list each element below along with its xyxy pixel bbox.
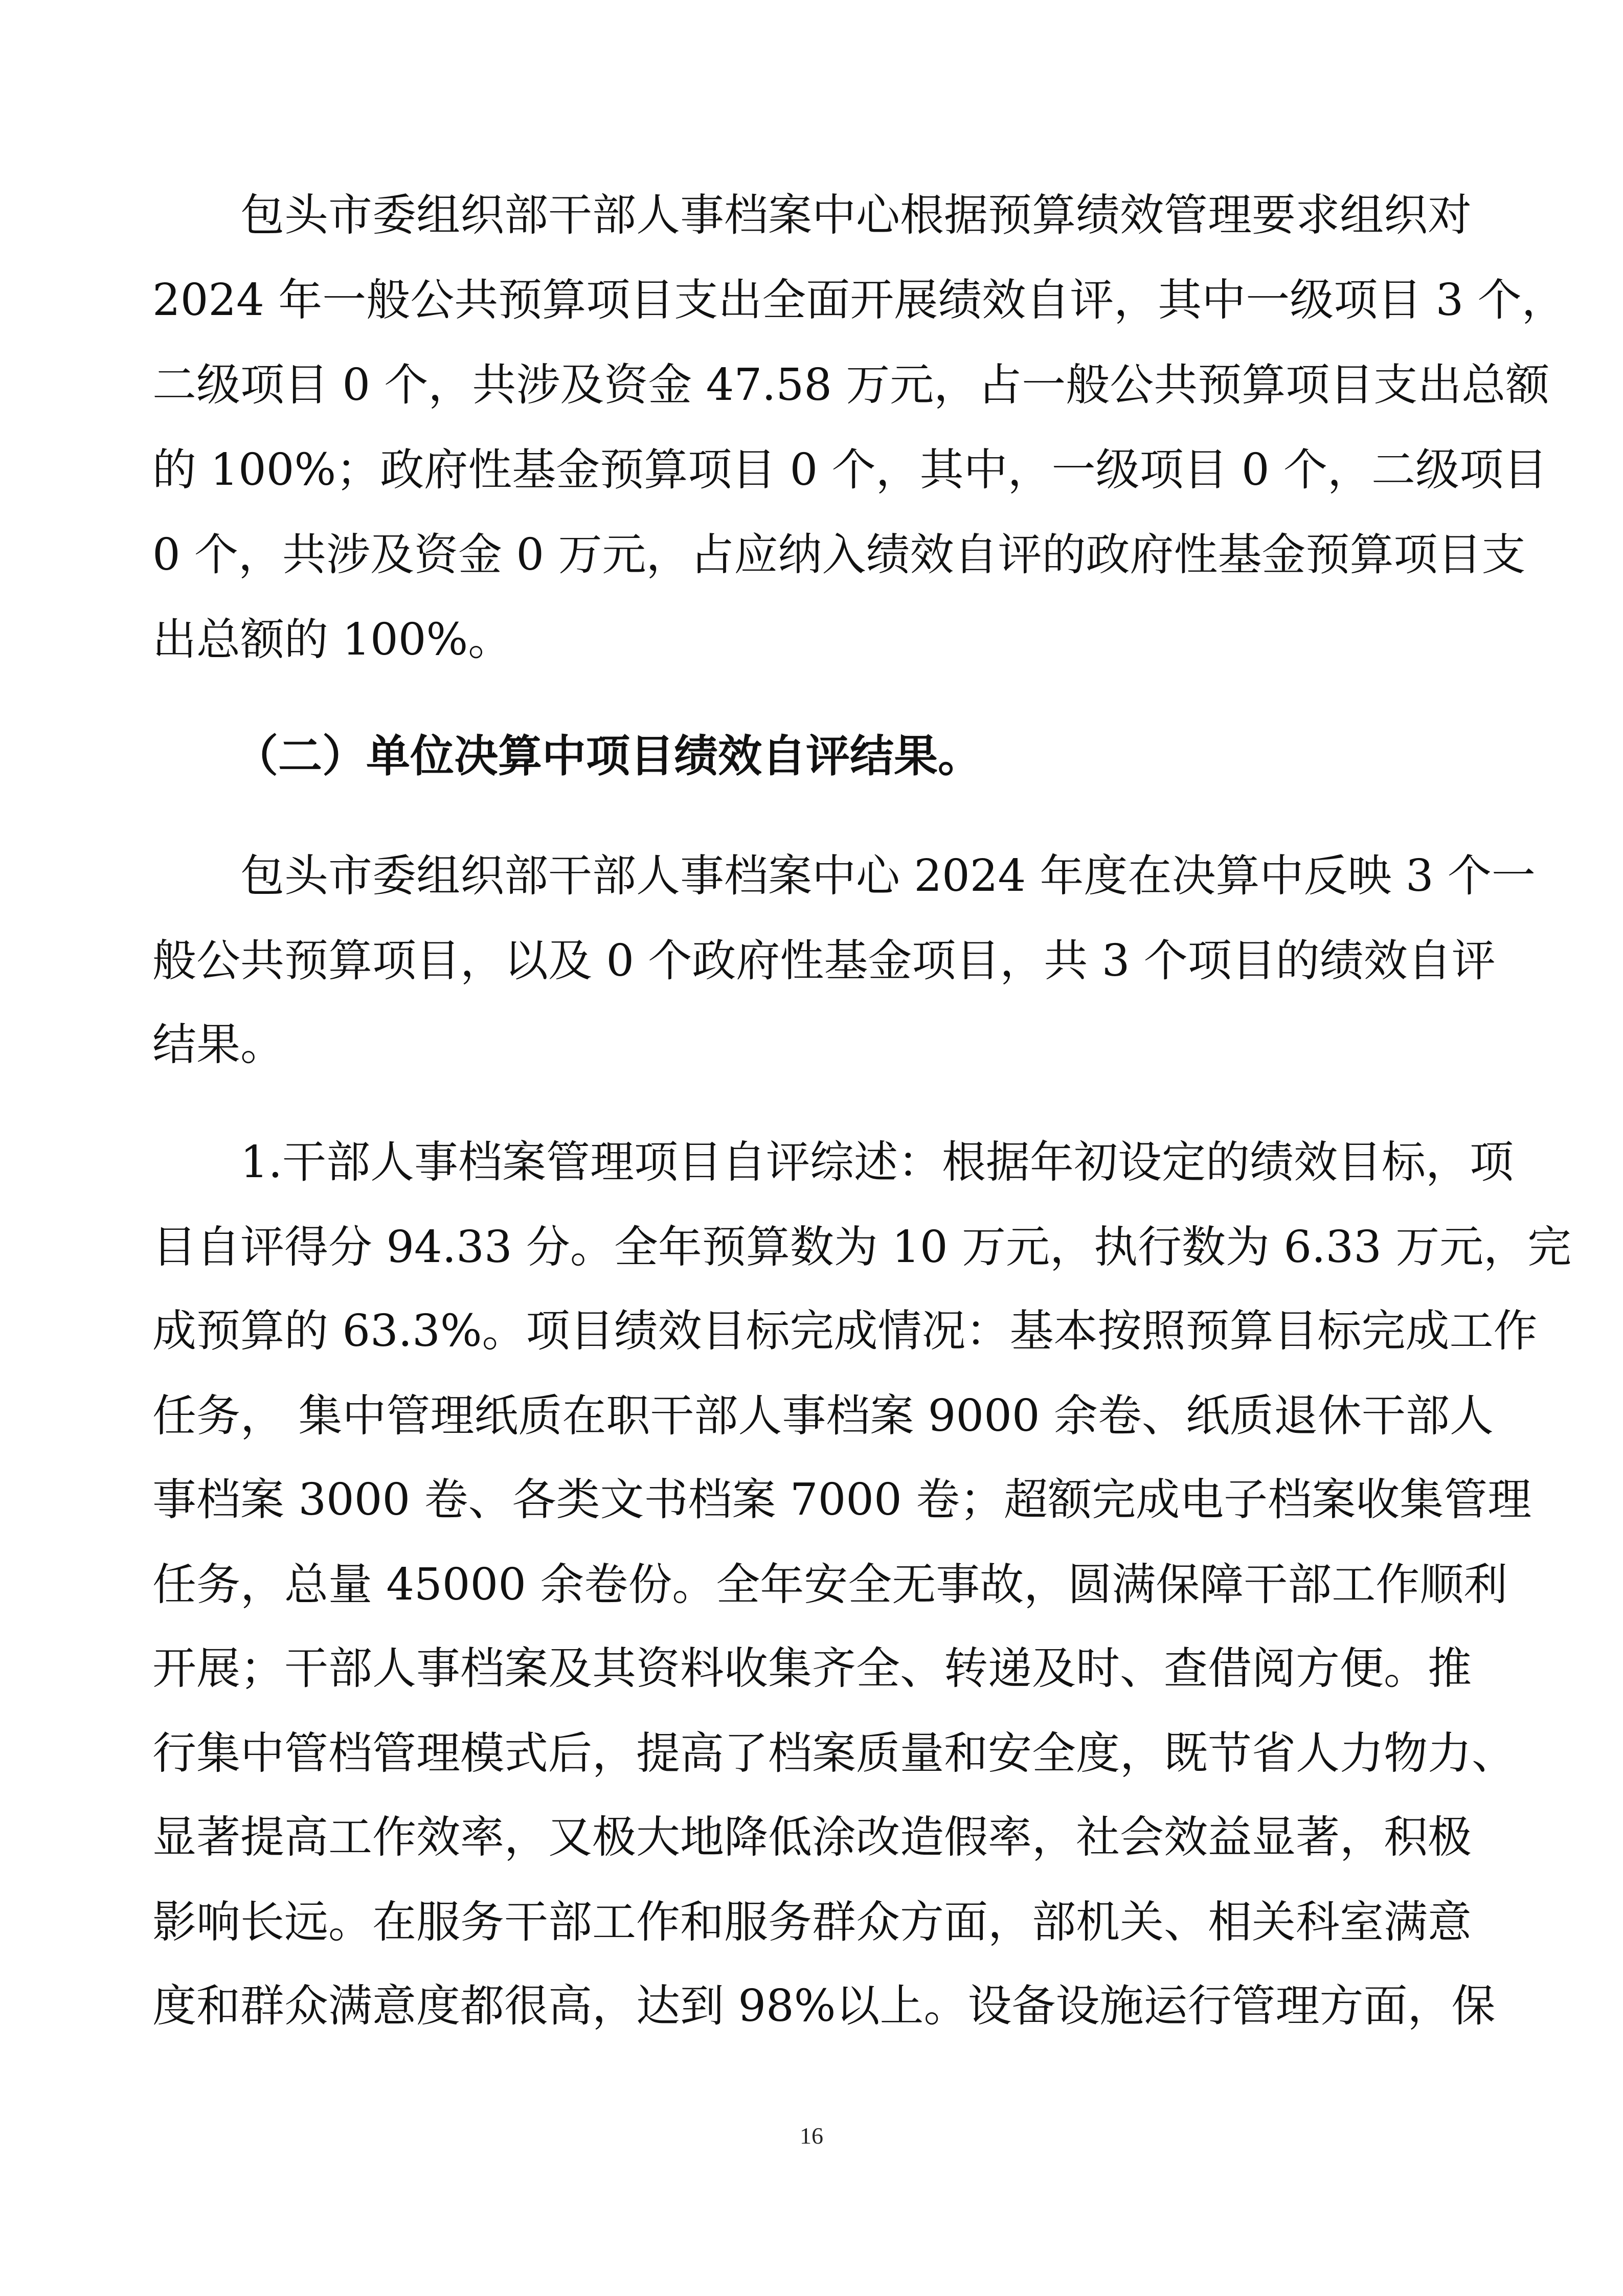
- paragraph-3-line-4: 任务， 集中管理纸质在职干部人事档案 9000 余卷、纸质退休干部人: [152, 1390, 1494, 1442]
- paragraph-1-line-5: 0 个，共涉及资金 0 万元，占应纳入绩效自评的政府性基金预算项目支: [152, 529, 1526, 580]
- page-number: 16: [800, 2123, 823, 2149]
- paragraph-3-line-8: 行集中管档管理模式后，提高了档案质量和安全度，既节省人力物力、: [152, 1728, 1516, 1779]
- paragraph-1-line-4: 的 100%；政府性基金预算项目 0 个，其中，一级项目 0 个，二级项目: [152, 444, 1547, 496]
- paragraph-2-line-2: 般公共预算项目，以及 0 个政府性基金项目，共 3 个项目的绩效自评: [152, 935, 1496, 986]
- paragraph-3-line-3: 成预算的 63.3%。项目绩效目标完成情况：基本按照预算目标完成工作: [152, 1305, 1538, 1357]
- paragraph-3-line-7: 开展；干部人事档案及其资料收集齐全、转递及时、查借阅方便。推: [152, 1643, 1472, 1694]
- paragraph-3-line-10: 影响长远。在服务干部工作和服务群众方面，部机关、相关科室满意: [152, 1897, 1472, 1948]
- paragraph-1-line-1: 包头市委组织部干部人事档案中心根据预算绩效管理要求组织对: [240, 190, 1472, 241]
- paragraph-1-line-6: 出总额的 100%。: [152, 614, 512, 665]
- paragraph-3-line-5: 事档案 3000 卷、各类文书档案 7000 卷；超额完成电子档案收集管理: [152, 1474, 1532, 1525]
- paragraph-3-line-9: 显著提高工作效率，又极大地降低涂改造假率，社会效益显著，积极: [152, 1812, 1472, 1863]
- section-heading: （二）单位决算中项目绩效自评结果。: [234, 731, 982, 782]
- paragraph-1-line-3: 二级项目 0 个，共涉及资金 47.58 万元，占一般公共预算项目支出总额: [152, 359, 1550, 411]
- paragraph-1-line-2: 2024 年一般公共预算项目支出全面开展绩效自评，其中一级项目 3 个，: [152, 275, 1566, 326]
- paragraph-3-line-2: 目自评得分 94.33 分。全年预算数为 10 万元，执行数为 6.33 万元，完: [152, 1222, 1572, 1273]
- paragraph-2-line-3: 结果。: [152, 1019, 284, 1070]
- paragraph-3-line-1: 1.干部人事档案管理项目自评综述：根据年初设定的绩效目标，项: [240, 1137, 1514, 1188]
- paragraph-3-line-11: 度和群众满意度都很高，达到 98%以上。设备设施运行管理方面，保: [152, 1980, 1496, 2032]
- paragraph-2-line-1: 包头市委组织部干部人事档案中心 2024 年度在决算中反映 3 个一: [240, 850, 1536, 902]
- paragraph-3-line-6: 任务，总量 45000 余卷份。全年安全无事故，圆满保障干部工作顺利: [152, 1559, 1508, 1610]
